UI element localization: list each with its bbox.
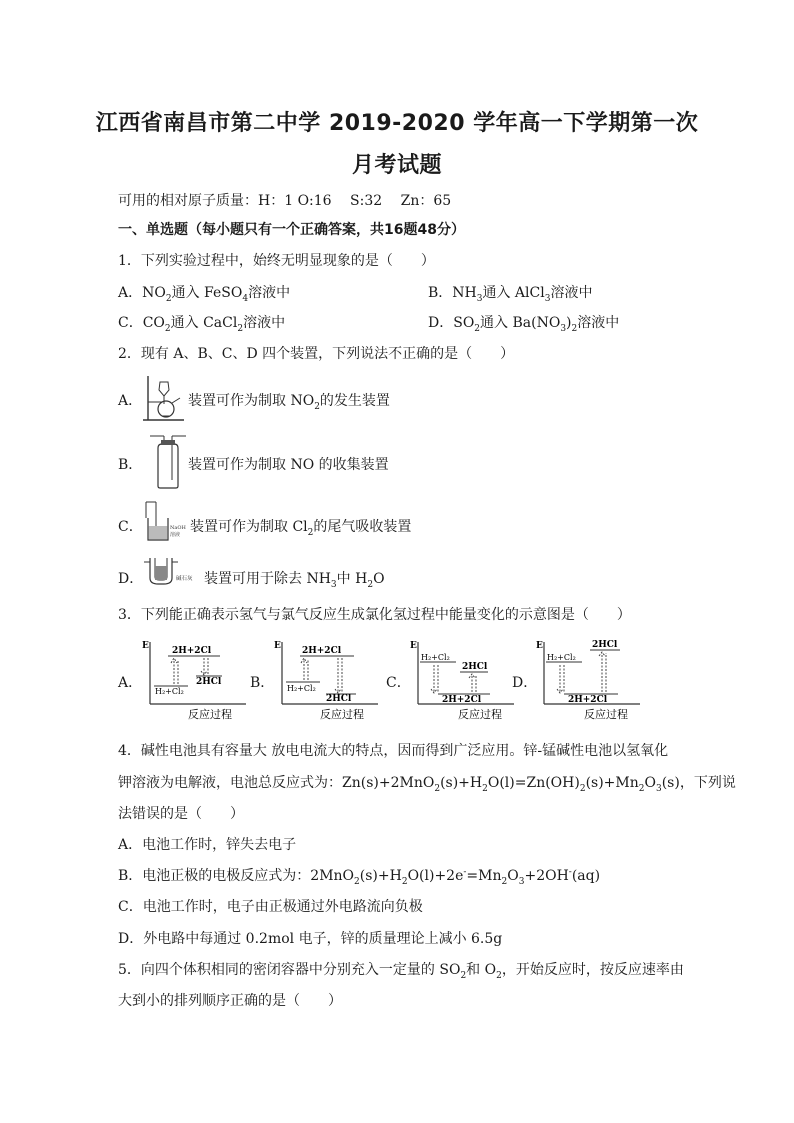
svg-text:2H+2Cl: 2H+2Cl: [302, 646, 342, 656]
svg-text:2HCl: 2HCl: [196, 677, 222, 687]
q2-option-c-letter: C．: [118, 519, 143, 535]
svg-text:溶液: 溶液: [170, 532, 181, 538]
q1-stem: 1．下列实验过程中，始终无明显现象的是（ ）: [118, 253, 435, 269]
q3-option-b-letter: B．: [250, 675, 275, 691]
q1-option-c: C．$CO_2$通入 CaCl$_2$溶液中: [118, 315, 286, 334]
svg-text:E: E: [536, 641, 543, 651]
q1-option-a: A．$NO_2$通入 FeSO$_4$溶液中: [118, 285, 291, 304]
svg-text:2HCl: 2HCl: [592, 640, 618, 650]
q3-option-d-letter: D．: [512, 675, 538, 691]
q4-option-d: D．外电路中每通过 0.2mol 电子，锌的质量理论上减小 6.5g: [118, 931, 503, 947]
q1-option-b: B．$NH_3$通入 AlCl$_3$溶液中: [428, 285, 593, 304]
svg-text:碱石灰: 碱石灰: [176, 576, 193, 582]
q3-energy-diagram-c: [408, 638, 520, 722]
q4-option-c: C．电池工作时，电子由正极通过外电路流向负极: [118, 899, 423, 915]
exam-title-line1: 江西省南昌市第二中学 2019-2020 学年高一下学期第一次: [95, 111, 699, 136]
q3-energy-diagram-d: [534, 638, 646, 722]
q2-option-a-text: 装置可作为制取 $NO_2$的发生装置: [188, 393, 390, 412]
svg-text:H₂+Cl₂: H₂+Cl₂: [547, 653, 576, 662]
u-tube-icon: [142, 556, 204, 588]
gas-bottle-icon: [148, 434, 188, 490]
svg-text:2H+2Cl: 2H+2Cl: [442, 695, 482, 705]
svg-text:反应过程: 反应过程: [320, 708, 364, 721]
q4-option-b: B．电池正极的电极反应式为：$2MnO_2(s)+H_2O(l)+2e^-=Mn_2O_3+2OH^-(aq)$: [118, 867, 601, 887]
svg-text:反应过程: 反应过程: [458, 708, 502, 721]
q3-option-a-letter: A．: [118, 675, 143, 691]
svg-text:反应过程: 反应过程: [584, 708, 628, 721]
q3-energy-diagram-b: [272, 638, 384, 722]
svg-text:2HCl: 2HCl: [462, 662, 488, 672]
svg-text:E: E: [274, 641, 281, 651]
flask-apparatus-icon: [142, 372, 186, 424]
svg-text:2H+2Cl: 2H+2Cl: [568, 695, 608, 705]
q4-stem-line3: 法错误的是（ ）: [118, 806, 244, 822]
naoh-beaker-icon: [142, 500, 190, 544]
svg-text:E: E: [142, 641, 149, 651]
q2-option-d-letter: D．: [118, 571, 144, 587]
q2-option-a-letter: A．: [118, 393, 143, 409]
q2-option-d-text: 装置可用于除去 $NH_3$中 $H_2O$: [204, 571, 385, 590]
svg-text:2HCl: 2HCl: [326, 694, 352, 704]
q2-option-c-text: 装置可作为制取 $Cl_2$的尾气吸收装置: [190, 519, 412, 538]
atomic-masses: 可用的相对原子质量：H：1 O:16 S:32 Zn：65: [118, 193, 452, 209]
svg-text:2H+2Cl: 2H+2Cl: [172, 646, 212, 656]
svg-text:反应过程: 反应过程: [188, 708, 232, 721]
section-heading: 一、单选题（每小题只有一个正确答案，共16题48分）: [118, 222, 465, 238]
q5-stem-line1: 5．向四个体积相同的密闭容器中分别充入一定量的 $SO_2$和 $O_2$，开始反应时，按反应速率由: [118, 962, 684, 981]
q4-stem-line1: 4．碱性电池具有容量大 放电电流大的特点，因而得到广泛应用。锌-锰碱性电池以氢氧化: [118, 743, 669, 759]
q5-stem-line2: 大到小的排列顺序正确的是（ ）: [118, 993, 342, 1009]
svg-text:H₂+Cl₂: H₂+Cl₂: [287, 684, 316, 693]
svg-text:H₂+Cl₂: H₂+Cl₂: [155, 687, 184, 696]
q4-stem-line2: 钾溶液为电解液，电池总反应式为：$Zn(s)+2MnO_2(s)+H_2O(l)=Zn(OH)_2(s)+Mn_2O_3(s)$，下列说: [118, 775, 736, 794]
q3-option-c-letter: C．: [386, 675, 411, 691]
q1-option-d: D．$SO_2$通入 $Ba(NO_3)_2$溶液中: [428, 315, 620, 334]
exam-title-line2: 月考试题: [351, 153, 442, 178]
q4-option-a: A．电池工作时，锌失去电子: [118, 837, 297, 853]
q2-option-b-letter: B．: [118, 457, 143, 473]
q3-stem: 3．下列能正确表示氢气与氯气反应生成氯化氢过程中能量变化的示意图是（ ）: [118, 607, 631, 623]
q2-stem: 2．现有 A、B、C、D 四个装置，下列说法不正确的是（ ）: [118, 346, 515, 362]
svg-text:E: E: [410, 641, 417, 651]
q2-option-b-text: 装置可作为制取 NO 的收集装置: [188, 457, 389, 473]
svg-text:NaOH: NaOH: [170, 525, 186, 531]
svg-text:H₂+Cl₂: H₂+Cl₂: [421, 653, 450, 662]
q3-energy-diagram-a: [140, 638, 252, 722]
